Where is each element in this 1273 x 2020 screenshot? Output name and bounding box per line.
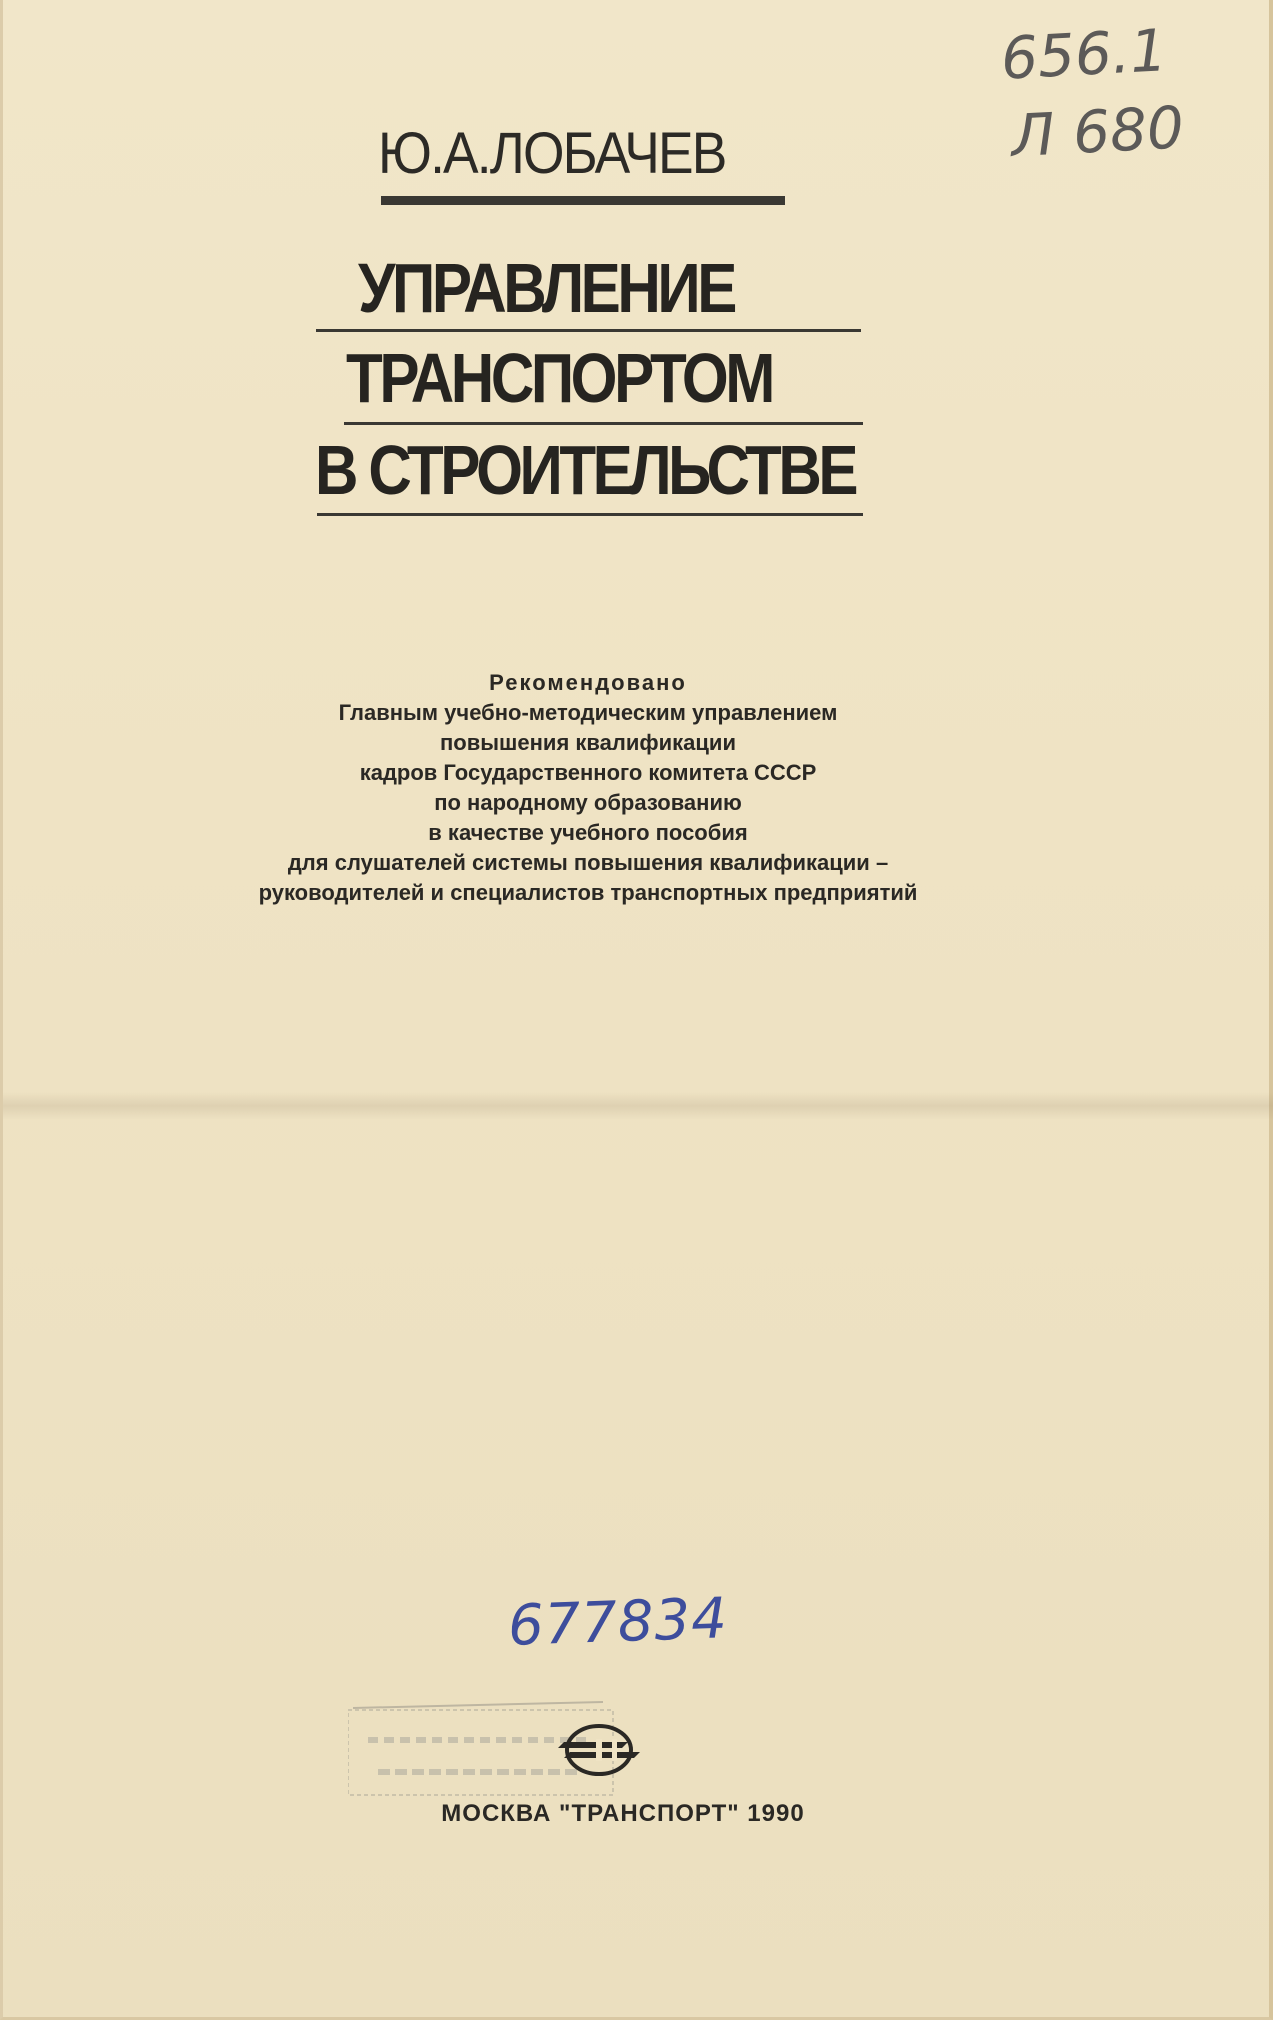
recommendation-line: Главным учебно-методическим управлением bbox=[338, 700, 838, 725]
handwritten-inventory-number: 677834 bbox=[506, 1586, 729, 1659]
call-number-line1: 656.1 bbox=[999, 16, 1169, 93]
recommendation-line: руководителей и специалистов транспортных предприятий bbox=[258, 880, 918, 905]
handwritten-call-number bbox=[999, 10, 1186, 175]
recommendation-line: повышения квалификации bbox=[440, 730, 736, 755]
page-fold-crease bbox=[3, 1092, 1273, 1120]
call-number-line2: Л 680 bbox=[1009, 93, 1186, 171]
recommendation-block bbox=[153, 668, 1023, 908]
transport-publisher-logo-icon bbox=[556, 1722, 642, 1778]
recommendation-line: по народному образованию bbox=[434, 790, 742, 815]
title-rule-1 bbox=[316, 329, 861, 332]
recommendation-heading: Рекомендовано bbox=[489, 670, 687, 695]
author-underline bbox=[381, 196, 785, 205]
recommendation-line: кадров Государственного комитета СССР bbox=[359, 760, 817, 785]
author-name: Ю.А.ЛОБАЧЕВ bbox=[378, 121, 726, 186]
title-rule-2 bbox=[344, 422, 863, 425]
recommendation-line: в качестве учебного пособия bbox=[428, 820, 748, 845]
recommendation-line: для слушателей системы повышения квалификации – bbox=[287, 850, 889, 875]
title-rule-3 bbox=[317, 513, 863, 516]
book-title-line1: УПРАВЛЕНИЕ bbox=[358, 249, 734, 327]
book-title-line3: В СТРОИТЕЛЬСТВЕ bbox=[315, 431, 856, 509]
book-title-line2: ТРАНСПОРТОМ bbox=[346, 339, 772, 417]
publisher-imprint: МОСКВА "ТРАНСПОРТ" 1990 bbox=[441, 1800, 805, 1827]
